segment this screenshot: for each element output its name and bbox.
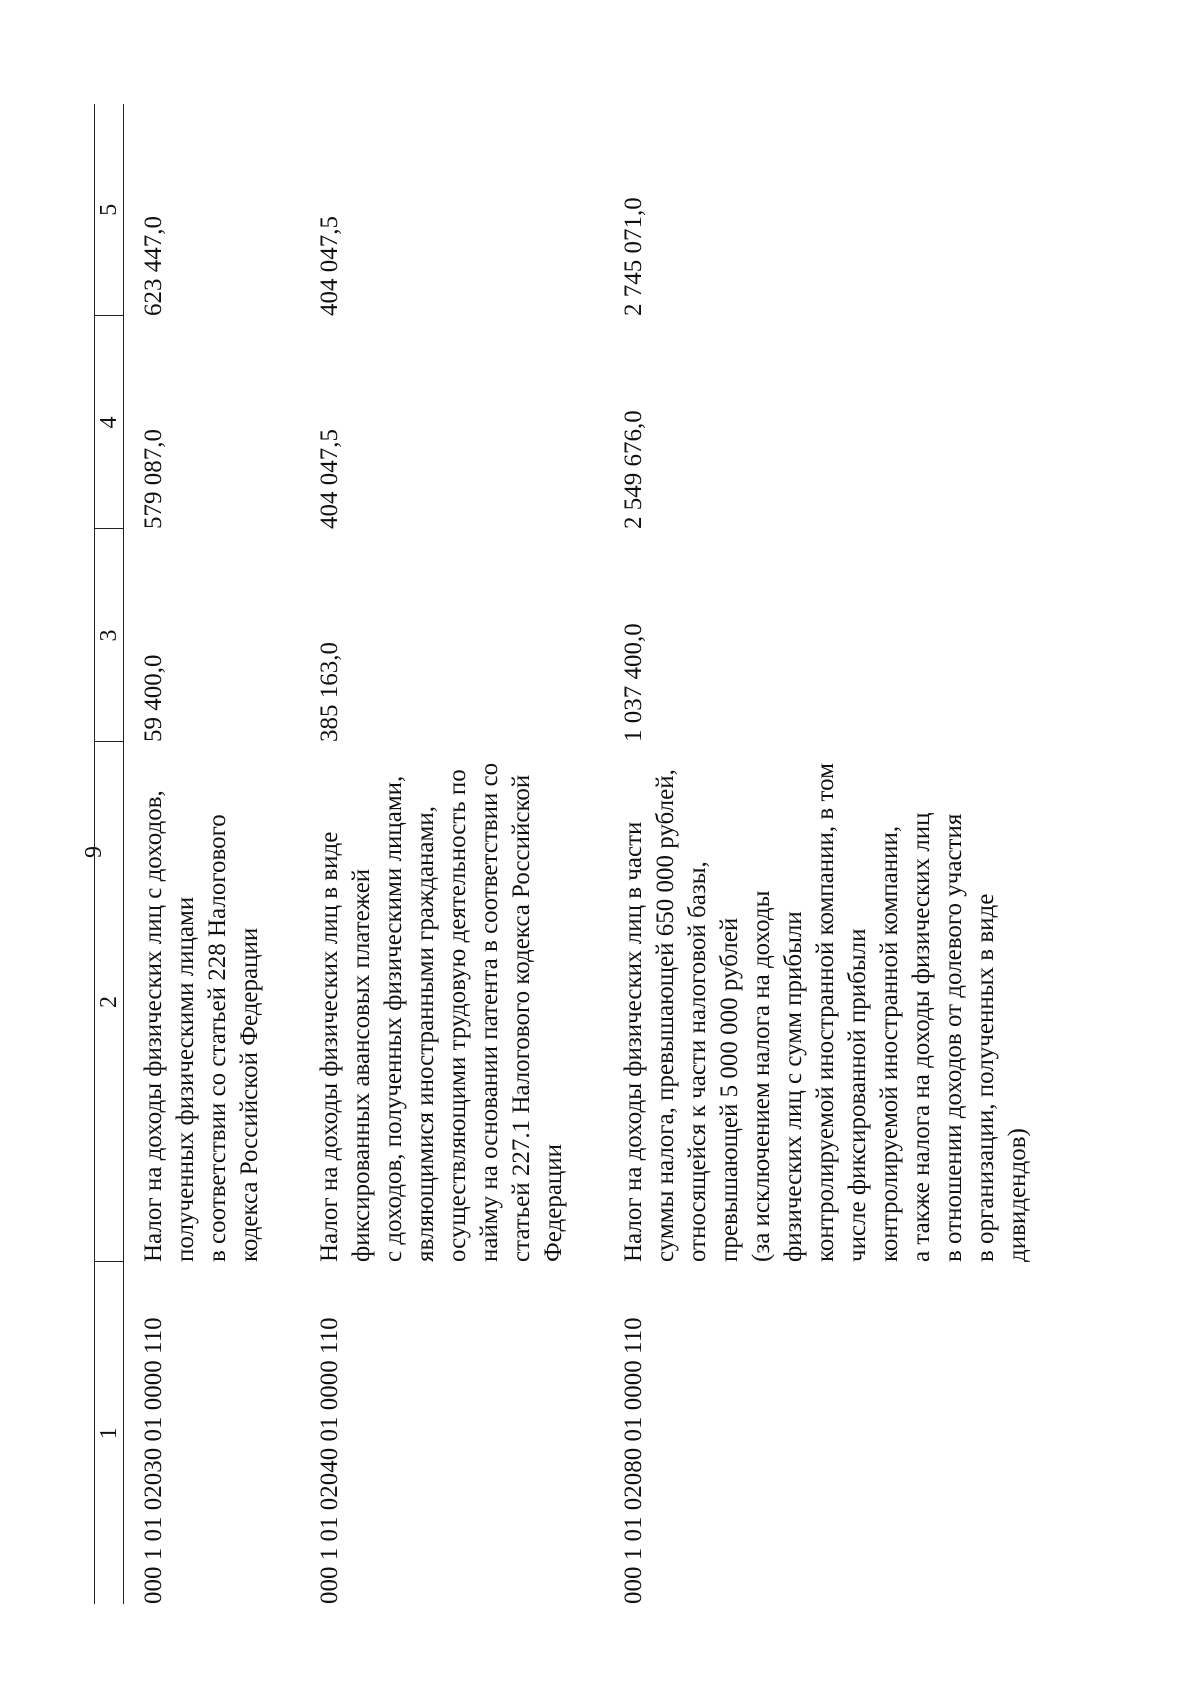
column-header-5: 5	[95, 104, 124, 316]
income-name-line: фиксированных авансовых платежей	[348, 868, 375, 1262]
amount-col5: 623 447,0	[140, 216, 167, 316]
table-row	[266, 104, 570, 1604]
income-name-line: контролируемой иностранной компании,	[876, 825, 903, 1262]
income-name-line: в организации, полученных в виде	[972, 893, 999, 1262]
income-name-line: Налог на доходы физических лиц в виде	[316, 831, 343, 1262]
column-header-4: 4	[95, 316, 124, 529]
amount-col5: 404 047,5	[316, 216, 343, 316]
amount-col5: 2 745 071,0	[620, 197, 647, 316]
income-name-line: Налог на доходы физических лиц с доходов,	[140, 790, 167, 1262]
budget-table	[94, 104, 1034, 1604]
income-name-line: а также налога на доходы физических лиц	[908, 812, 935, 1262]
income-name-line: кодекса Российской Федерации	[236, 927, 263, 1262]
amount-col3: 385 163,0	[316, 642, 343, 742]
income-name-line: найму на основании патента в соответствии со	[476, 762, 503, 1262]
amount-col3: 1 037 400,0	[620, 623, 647, 742]
budget-code: 000 1 01 02080 01 0000 110	[620, 1317, 647, 1604]
income-name-line: Федерации	[540, 1143, 567, 1262]
income-name	[124, 742, 267, 1262]
budget-code: 000 1 01 02030 01 0000 110	[140, 1317, 167, 1604]
income-name-line: дивидендов)	[1004, 1128, 1031, 1262]
income-name-line: Налог на доходы физических лиц в части	[620, 821, 647, 1262]
income-name-line: в соответствии со статьей 228 Налогового	[204, 814, 231, 1262]
income-name-line: являющимися иностранными гражданами,	[412, 806, 439, 1262]
amount-col3: 59 400,0	[140, 654, 167, 742]
column-header-1: 1	[95, 1262, 124, 1604]
header-row	[95, 104, 124, 1604]
income-name	[266, 742, 570, 1262]
income-name-line: с доходов, полученных физическими лицами,	[380, 775, 407, 1262]
income-name-line: суммы налога, превышающей 650 000 рублей,	[652, 769, 679, 1262]
amount-col4: 2 549 676,0	[620, 410, 647, 529]
income-name-line: физических лиц с сумм прибыли	[780, 911, 807, 1262]
income-name-line: в отношении доходов от долевого участия	[940, 813, 967, 1262]
page-number: 9	[81, 846, 107, 858]
income-name-line: превышающей 5 000 000 рублей	[716, 917, 743, 1262]
income-name-line: полученных физическими лицами	[172, 896, 199, 1262]
income-name	[570, 742, 1034, 1262]
income-name-line: осуществляющими трудовую деятельность по	[444, 769, 471, 1262]
income-name-line: статьей 227.1 Налогового кодекса Российской	[508, 774, 535, 1262]
amount-col4: 404 047,5	[316, 429, 343, 529]
column-header-2: 2	[95, 742, 124, 1262]
table-row	[124, 104, 267, 1604]
income-name-line: (за исключением налога на доходы	[748, 890, 775, 1262]
income-name-line: контролируемой иностранной компании, в том	[812, 763, 839, 1262]
amount-col4: 579 087,0	[140, 429, 167, 529]
table-row	[570, 104, 1034, 1604]
income-name-line: числе фиксированной прибыли	[844, 928, 871, 1262]
column-header-3: 3	[95, 529, 124, 742]
budget-code: 000 1 01 02040 01 0000 110	[316, 1317, 343, 1604]
income-name-line: относящейся к части налоговой базы,	[684, 861, 711, 1262]
